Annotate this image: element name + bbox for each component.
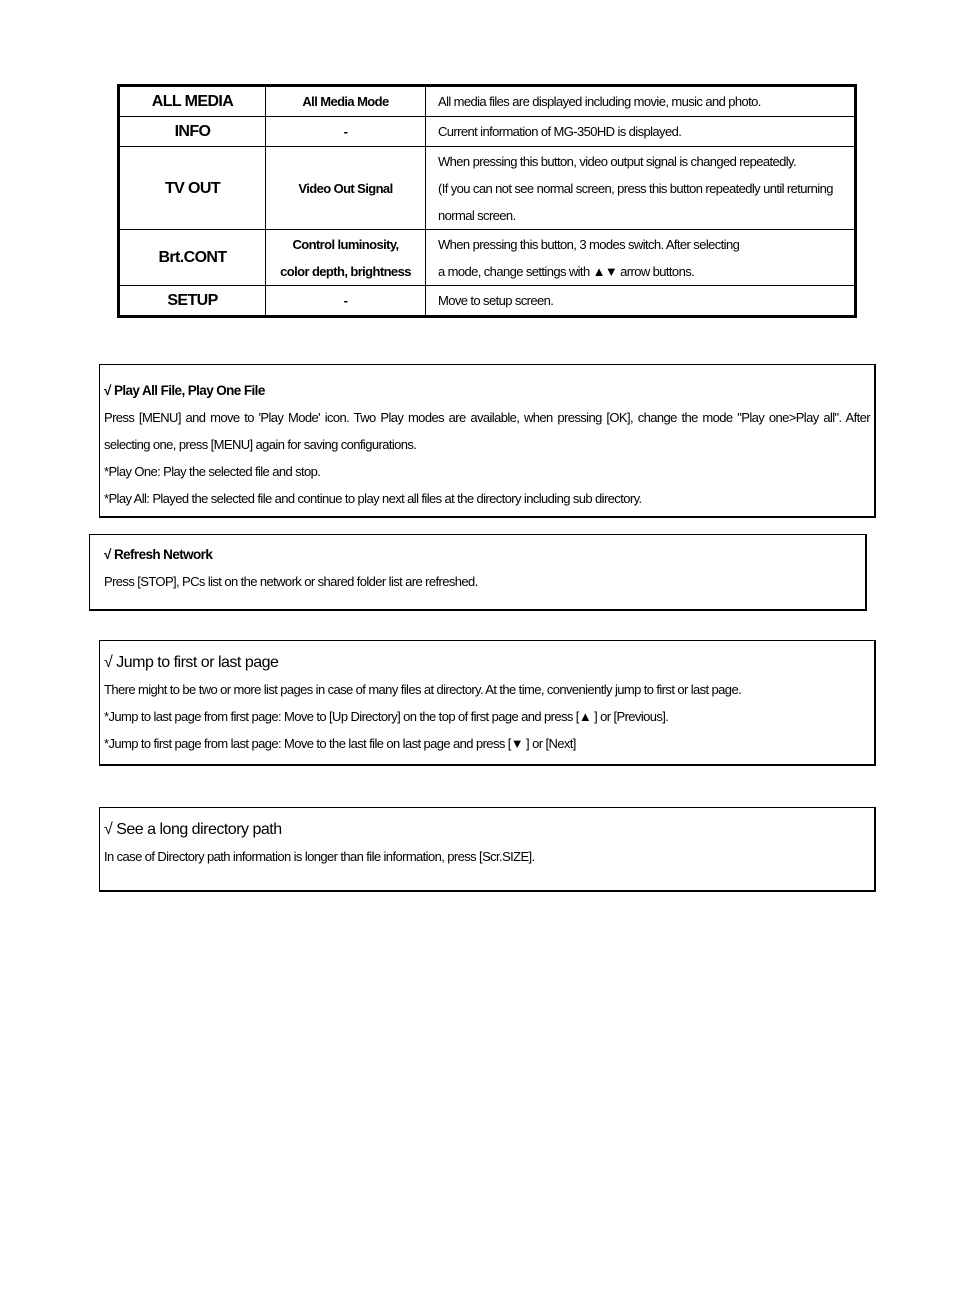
description-line: normal screen. [438, 207, 516, 223]
button-key: SETUP [119, 286, 266, 317]
table-row [119, 147, 856, 230]
table-row [119, 230, 856, 286]
table-row [119, 117, 856, 147]
tip-title: √ Jump to first or last page [104, 654, 279, 671]
function-table [117, 84, 857, 318]
description-line: When pressing this button, video output signal is changed repeatedly. [438, 153, 797, 169]
button-key: TV OUT [119, 147, 266, 230]
function-description: Move to setup screen. [426, 286, 856, 317]
function-name-line: Control luminosity, [292, 236, 399, 252]
tip-paragraph: Press [MENU] and move to 'Play Mode' icon. Two Play modes are available, when pressing [OK], change the mode "Play one>Play all". After selecting one, press [MENU] again for saving configurations. [104, 410, 870, 452]
tip-line: *Jump to last page from first page: Move to [Up Directory] on the top of first page and press [▲ ] or [Previous]. [104, 709, 669, 724]
button-key: Brt.CONT [119, 230, 266, 286]
description-line: When pressing this button, 3 modes switch. After selecting [438, 236, 740, 252]
tip-line: *Play One: Play the selected file and stop. [104, 464, 321, 479]
tip-title: √ Play All File, Play One File [104, 383, 265, 398]
tip-line: Press [STOP], PCs list on the network or shared folder list are refreshed. [104, 574, 478, 589]
tip-box-jump-page [99, 640, 876, 766]
tip-line: *Jump to first page from last page: Move to the last file on last page and press [▼ ] or [Next] [104, 736, 576, 751]
tip-line: There might to be two or more list pages in case of many files at directory. At the time, conveniently jump to first or last page. [104, 682, 742, 697]
function-description: Current information of MG-350HD is displayed. [426, 117, 856, 147]
tip-line: In case of Directory path information is longer than file information, press [Scr.SIZE]. [104, 849, 535, 864]
button-key: INFO [119, 117, 266, 147]
tip-box-directory-path [99, 807, 876, 892]
function-description [426, 230, 856, 286]
table-row [119, 86, 856, 117]
function-description [426, 147, 856, 230]
function-name: - [266, 286, 426, 317]
function-name: Video Out Signal [266, 147, 426, 230]
tip-box-refresh-network [89, 534, 867, 611]
function-name [266, 230, 426, 286]
tip-title: √ See a long directory path [104, 821, 282, 838]
function-name: All Media Mode [266, 86, 426, 117]
function-name: - [266, 117, 426, 147]
table-row [119, 286, 856, 317]
button-key: ALL MEDIA [119, 86, 266, 117]
description-line: a mode, change settings with ▲▼ arrow buttons. [438, 263, 695, 279]
tip-box-play-mode [99, 364, 876, 518]
tip-title: √ Refresh Network [104, 547, 213, 562]
function-name-line: color depth, brightness [280, 263, 411, 279]
tip-line: *Play All: Played the selected file and continue to play next all files at the directory including sub directory. [104, 491, 642, 506]
function-description: All media files are displayed including movie, music and photo. [426, 86, 856, 117]
description-line: (If you can not see normal screen, press this button repeatedly until returning [438, 180, 833, 196]
